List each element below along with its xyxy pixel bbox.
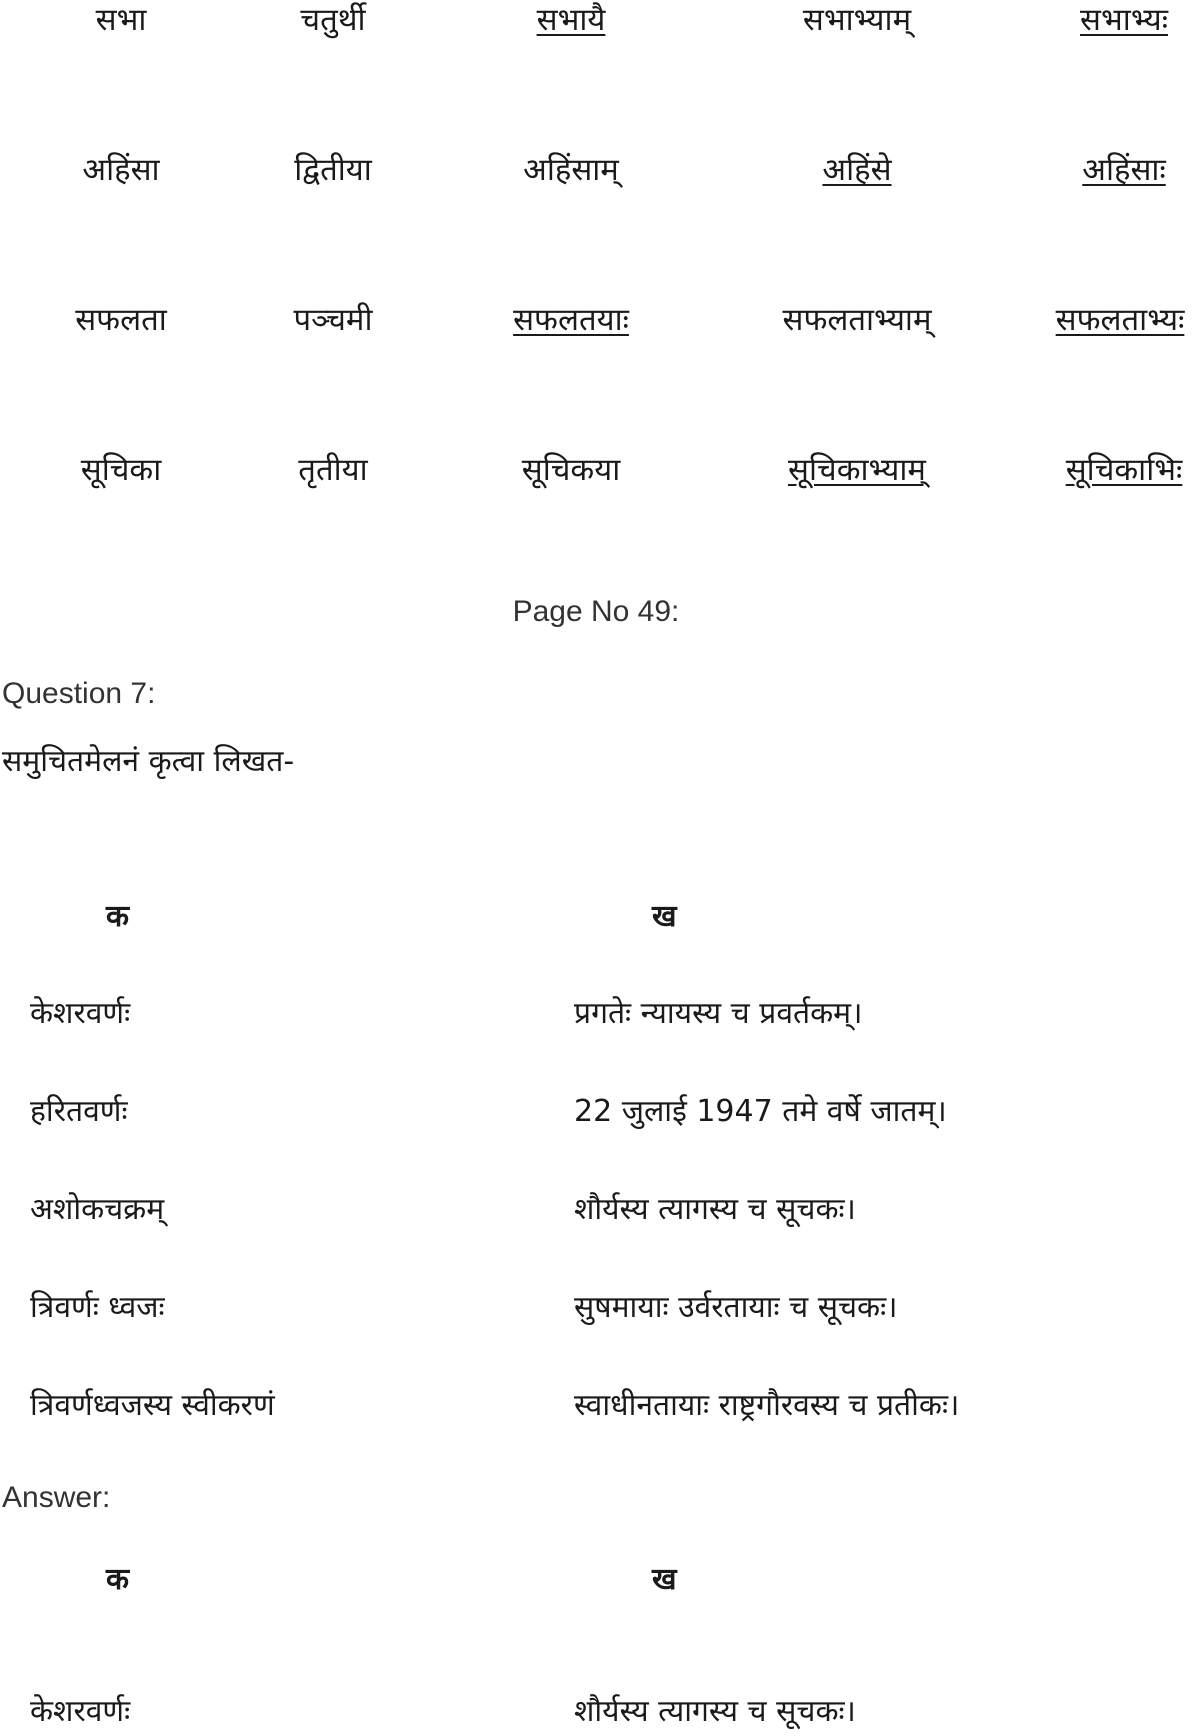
table-cell: सूचिकया	[521, 452, 621, 488]
answer-left-item: केशरवर्णः	[30, 1694, 131, 1729]
table-cell: सभायै	[536, 2, 606, 38]
answer-column-heading-a: क	[106, 1562, 130, 1597]
answer-label: Answer:	[2, 1481, 111, 1514]
match-left-item: केशरवर्णः	[30, 996, 131, 1031]
table-cell: द्वितीया	[294, 152, 372, 188]
table-cell: सूचिका	[80, 452, 162, 488]
match-right-item: सुषमायाः उर्वरतायाः च सूचकः।	[574, 1290, 898, 1325]
match-right-item: प्रगतेः न्यायस्य च प्रवर्तकम्।	[574, 996, 863, 1031]
table-cell: सभा	[95, 2, 147, 38]
table-cell: अहिंसाम्	[523, 152, 619, 188]
table-cell: सभाभ्याम्	[802, 2, 912, 38]
answer-column-heading-b: ख	[652, 1562, 677, 1597]
table-cell: अहिंसाः	[1082, 152, 1166, 188]
table-cell: सफलताभ्याम्	[782, 302, 932, 338]
table-cell: अहिंसा	[82, 152, 160, 188]
table-cell: सभाभ्यः	[1080, 2, 1168, 38]
match-left-item: त्रिवर्णध्वजस्य स्वीकरणं	[30, 1388, 275, 1423]
question-label: Question 7:	[2, 677, 156, 710]
table-row	[0, 450, 1192, 510]
table-cell: सफलता	[75, 302, 167, 338]
column-heading-a: क	[106, 899, 130, 934]
table-cell: सूचिकाभ्याम्	[788, 452, 926, 488]
table-cell: पञ्चमी	[293, 302, 373, 338]
page-number: Page No 49:	[512, 595, 680, 628]
column-heading-b: ख	[652, 899, 677, 934]
table-cell: तृतीया	[298, 452, 368, 488]
answer-right-item: शौर्यस्य त्यागस्य च सूचकः।	[574, 1694, 856, 1729]
match-left-item: हरितवर्णः	[30, 1094, 128, 1129]
table-cell: सफलतयाः	[513, 302, 629, 338]
table-row	[0, 300, 1192, 360]
table-cell: अहिंसे	[822, 152, 892, 188]
match-left-item: अशोकचक्रम्	[30, 1192, 165, 1227]
question-instruction: समुचितमेलनं कृत्वा लिखत-	[2, 744, 295, 779]
match-right-item: स्वाधीनतायाः राष्ट्रगौरवस्य च प्रतीकः।	[574, 1388, 960, 1423]
match-right-item: 22 जुलाई 1947 तमे वर्षे जातम्।	[574, 1094, 947, 1129]
match-left-item: त्रिवर्णः ध्वजः	[30, 1290, 165, 1325]
table-cell: सूचिकाभिः	[1065, 452, 1183, 488]
table-cell: चतुर्थी	[300, 2, 366, 38]
table-cell: सफलताभ्यः	[1055, 302, 1185, 338]
match-right-item: शौर्यस्य त्यागस्य च सूचकः।	[574, 1192, 856, 1227]
table-row	[0, 0, 1192, 60]
table-row	[0, 150, 1192, 210]
